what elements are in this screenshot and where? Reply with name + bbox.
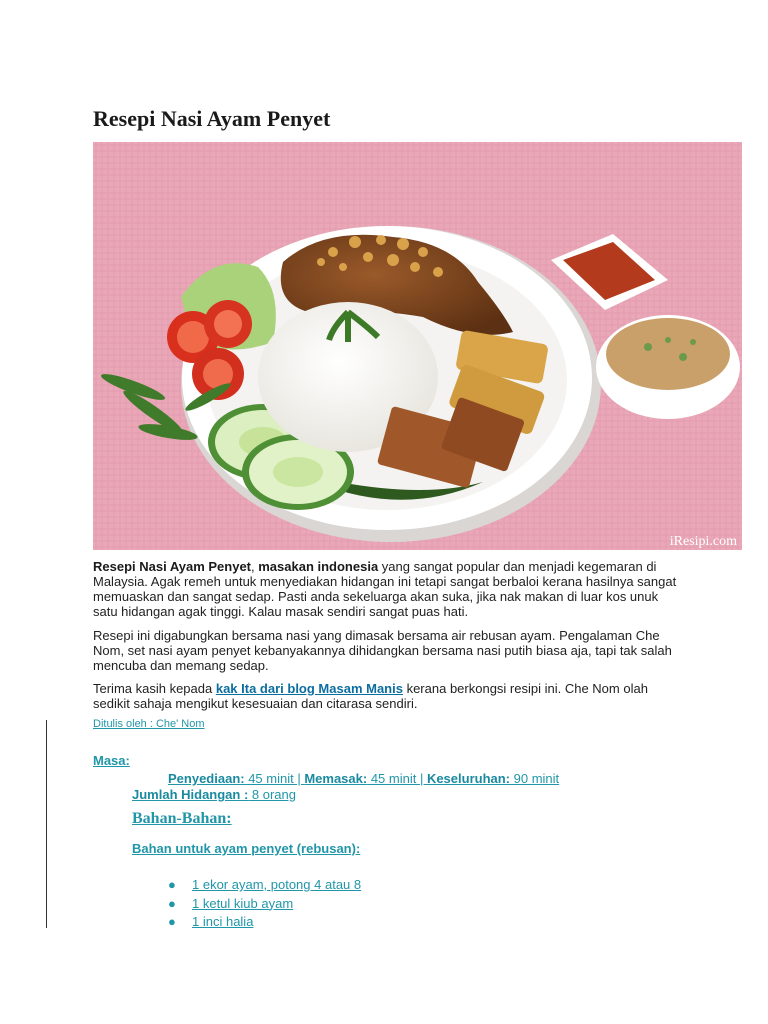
hero-food-image: [93, 142, 742, 550]
servings-label: Jumlah Hidangan :: [132, 787, 249, 802]
bullet-icon: ●: [168, 877, 176, 892]
ingredient-list: [168, 876, 361, 932]
cook-value: 45 minit |: [367, 771, 427, 786]
servings: [132, 787, 296, 802]
ingredients-heading: Bahan-Bahan:: [132, 810, 232, 827]
credit-link[interactable]: kak Ita dari blog Masam Manis: [215, 681, 403, 696]
left-margin-rule: [46, 720, 47, 928]
intro-text: yang sangat popular dan menjadi kegemaran di Malaysia. Agak remeh untuk menyediakan hidangan ini tetapi sangat berbaloi kerana hasilnya sangat memuaskan dan sangat sedap. Pasti anda sekeluarga akan suka, jika nak makan di luar kos unuk satu hidangan agak tinggi. Kalau masak sendiri sangat puas hati.: [93, 559, 677, 619]
intro-bold-cuisine: masakan indonesia: [258, 559, 379, 574]
time-details: [168, 771, 559, 786]
credit-paragraph: [93, 681, 683, 711]
prep-value: 45 minit |: [244, 771, 305, 786]
ingredient-text: 1 inci halia: [192, 914, 254, 929]
bullet-icon: ●: [168, 895, 176, 911]
total-value: 90 minit: [510, 771, 560, 786]
ingredient-text: 1 ekor ayam, potong 4 atau 8: [192, 877, 362, 892]
list-item: [168, 895, 361, 914]
time-heading: Masa:: [93, 753, 130, 768]
intro-bold-title: Resepi Nasi Ayam Penyet: [93, 559, 251, 574]
servings-value: 8 orang: [248, 787, 296, 802]
list-item: [168, 876, 361, 895]
credit-before: Terima kasih kepada: [93, 681, 216, 696]
second-paragraph: Resepi ini digabungkan bersama nasi yang dimasak bersama air rebusan ayam. Pengalaman Che Nom, set nasi ayam penyet kebanyakannya dihidangkan bersama nasi putih biasa aja, tapi tak salah mencuba dan memang sedap.: [93, 628, 672, 673]
image-watermark: iResipi.com: [669, 534, 737, 549]
ingredients-subheading: Bahan untuk ayam penyet (rebusan):: [132, 841, 361, 856]
list-item: [168, 913, 361, 932]
cook-label: Memasak:: [304, 771, 368, 786]
author-link[interactable]: Ditulis oleh : Che' Nom: [93, 718, 205, 730]
prep-label: Penyediaan:: [168, 771, 245, 786]
page-title: Resepi Nasi Ayam Penyet: [93, 106, 331, 131]
ingredient-text: 1 ketul kiub ayam: [192, 895, 294, 911]
intro-separator: ,: [251, 559, 259, 574]
total-label: Keseluruhan:: [426, 771, 511, 786]
bullet-icon: ●: [168, 914, 176, 929]
intro-paragraph: [93, 559, 683, 619]
credit-after: kerana berkongsi resipi ini. Che Nom olah sedikit sahaja mengikut kesesuaian dan citarasa sendiri.: [93, 681, 648, 711]
